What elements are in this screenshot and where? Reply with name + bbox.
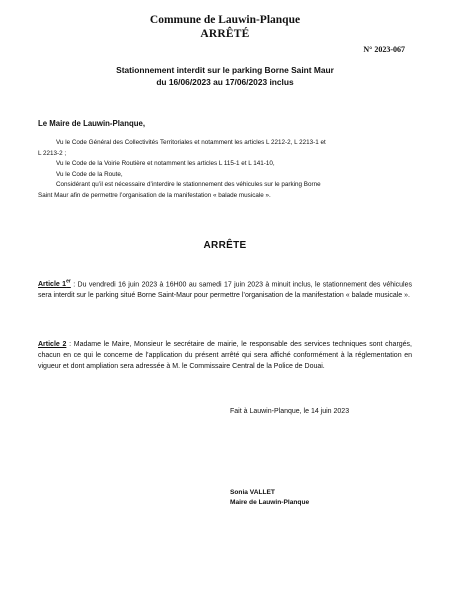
document-title: ARRÊTÉ — [200, 28, 250, 40]
visa-line: Vu le Code de la Voirie Routière et notamment les articles L 115-1 et L 141-10, — [56, 160, 275, 168]
visas — [38, 138, 412, 202]
arrete-heading: ARRÊTE — [203, 240, 247, 251]
article-1 — [38, 277, 412, 302]
article-2-label: Article 2 — [38, 341, 67, 348]
reference-number: N° 2023-067 — [363, 45, 405, 54]
signature-block — [230, 488, 309, 508]
visa-line: Considérant qu’il est nécessaire d’interdire le stationnement des véhicules sur le parking Borne — [56, 181, 321, 189]
visa-line: Vu le Code de la Route, — [56, 170, 123, 178]
subject-line-2: du 16/06/2023 au 17/06/2023 inclus — [156, 77, 294, 87]
visa-line: Vu le Code Général des Collectivités Territoriales et notamment les articles L 2212-2, L 2213-1 et — [56, 139, 326, 146]
article-1-label-sup: er — [66, 279, 71, 285]
article-1-text: : Du vendredi 16 juin 2023 à 16H00 au samedi 17 juin 2023 à minuit inclus, le stationnement des véhicules sera interdit sur le parking situé Borne Saint-Maur pour permettre l’organisation de la manifestation « balade musicale ». — [38, 281, 413, 300]
fait-date: Fait à Lauwin-Planque, le 14 juin 2023 — [230, 408, 350, 415]
signer-role: Maire de Lauwin-Planque — [230, 499, 310, 506]
subject — [0, 64, 450, 88]
article-1-label-main: Article 1 — [38, 281, 67, 289]
article-2 — [38, 340, 412, 372]
visa-line: Saint Maur afin de permettre l’organisation de la manifestation « balade musicale ». — [38, 191, 271, 199]
visa-line: L 2213-2 ; — [38, 149, 67, 157]
commune-name: Commune de Lauwin-Planque — [149, 14, 301, 26]
subject-line-1: Stationnement interdit sur le parking Borne Saint Maur — [116, 65, 334, 75]
article-2-text: : Madame le Maire, Monsieur le secrétaire de mairie, le responsable des services techniques sont chargés, chacun en ce qui le concerne de l’application du présent arrêté qui sera affiché conformément à la réglementation en vigueur et dont ampliation sera adressée à M. le Commissaire Central de la Police de Douai. — [38, 341, 413, 370]
maire-heading: Le Maire de Lauwin-Planque, — [38, 119, 146, 128]
signer-name: Sonia VALLET — [230, 489, 275, 496]
article-1-label — [38, 281, 71, 288]
